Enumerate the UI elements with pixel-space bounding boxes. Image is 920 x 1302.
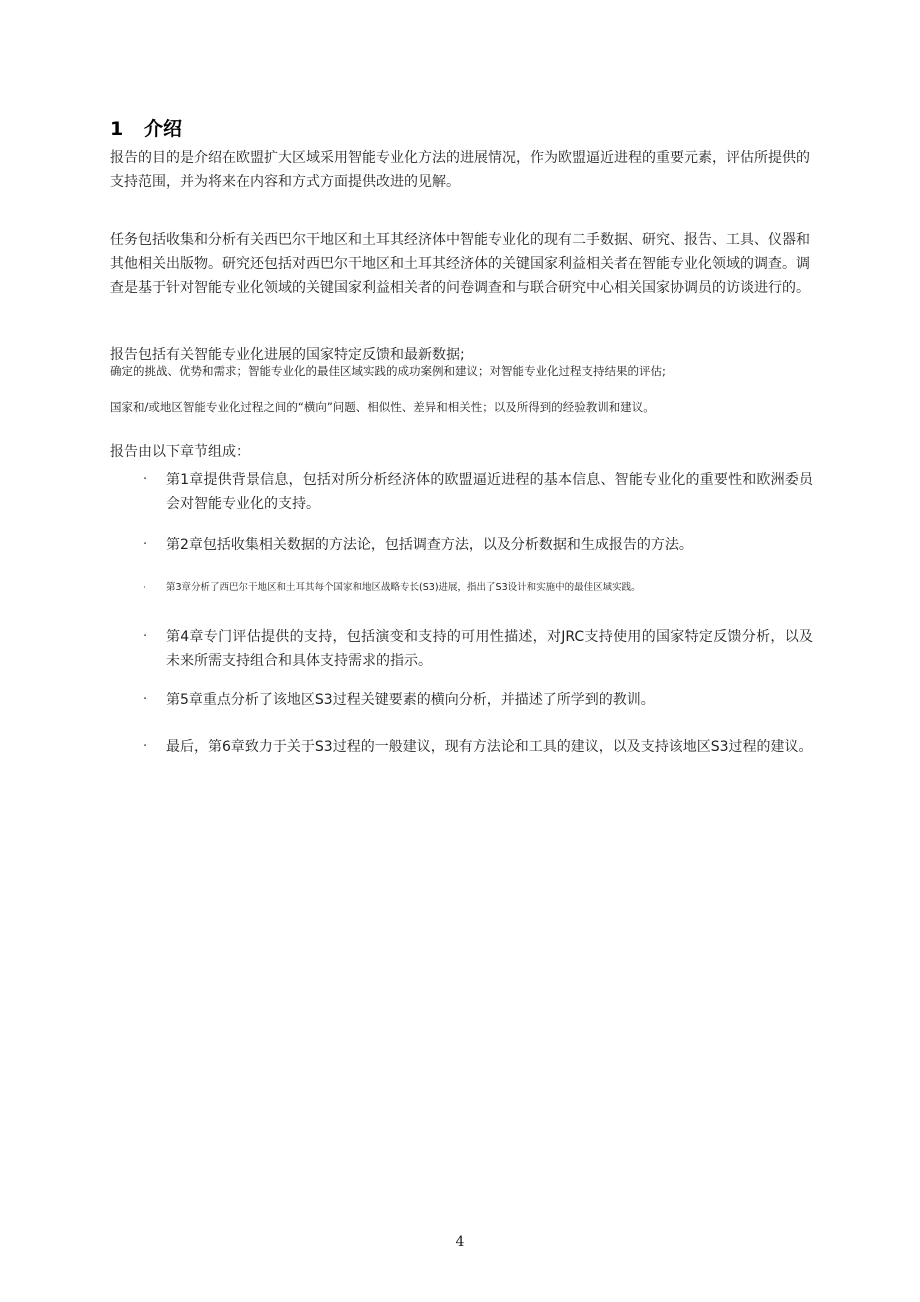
list-item — [143, 468, 813, 516]
list-item-text: 第4章专门评估提供的支持，包括演变和支持的可用性描述，对JRC支持使用的国家特定反馈分析，以及未来所需支持组合和具体支持需求的指示。 — [166, 629, 813, 669]
list-item-text: 第3章分析了西巴尔干地区和土耳其每个国家和地区战略专长(S3)进展，指出了S3设计和实施中的最佳区域实践。 — [166, 582, 641, 593]
list-item-text: 第5章重点分析了该地区S3过程关键要素的横向分析，并描述了所学到的教训。 — [166, 692, 655, 708]
list-item — [143, 735, 813, 759]
list-item-text: 第2章包括收集相关数据的方法论，包括调查方法，以及分析数据和生成报告的方法。 — [166, 537, 693, 553]
list-item-text: 第1章提供背景信息，包括对所分析经济体的欧盟逼近进程的基本信息、智能专业化的重要性和欧洲委员会对智能专业化的支持。 — [166, 472, 813, 512]
bullet-marker: · — [143, 472, 148, 487]
list-item — [143, 688, 813, 712]
report-contents-line-1: 报告包括有关智能专业化进展的国家特定反馈和最新数据; — [110, 347, 465, 363]
section-title: 介绍 — [144, 118, 183, 140]
list-item-text: 最后，第6章致力于关于S3过程的一般建议，现有方法论和工具的建议，以及支持该地区S3过程的建议。 — [166, 739, 813, 755]
bullet-marker: · — [143, 583, 146, 593]
page-number: 4 — [455, 1234, 465, 1250]
report-contents-line-2: 确定的挑战、优势和需求；智能专业化的最佳区域实践的成功案例和建议；对智能专业化过程支持结果的评估; — [110, 364, 666, 378]
section-heading — [110, 116, 182, 142]
section-number: 1 — [110, 118, 124, 140]
intro-paragraph: 报告的目的是介绍在欧盟扩大区域采用智能专业化方法的进展情况，作为欧盟逼近进程的重要元素，评估所提供的支持范围，并为将来在内容和方式方面提供改进的见解。 — [110, 150, 810, 190]
horizontal-issues-line: 国家和/或地区智能专业化过程之间的“横向”问题、相似性、差异和相关性；以及所得到的经验教训和建议。 — [110, 400, 655, 414]
list-item — [143, 625, 813, 673]
chapters-intro: 报告由以下章节组成： — [110, 444, 250, 460]
list-item — [143, 533, 813, 557]
bullet-marker: · — [143, 629, 148, 644]
list-item — [143, 580, 813, 596]
bullet-marker: · — [143, 739, 148, 754]
bullet-marker: · — [143, 537, 148, 552]
task-paragraph: 任务包括收集和分析有关西巴尔干地区和土耳其经济体中智能专业化的现有二手数据、研究、报告、工具、仪器和其他相关出版物。研究还包括对西巴尔干地区和土耳其经济体的关键国家利益相关者在智能专业化领域的调查。调查是基于针对智能专业化领域的关键国家利益相关者的问卷调查和与联合研究中心相关国家协调员的访谈进行的。 — [110, 232, 810, 296]
bullet-marker: · — [143, 692, 148, 707]
